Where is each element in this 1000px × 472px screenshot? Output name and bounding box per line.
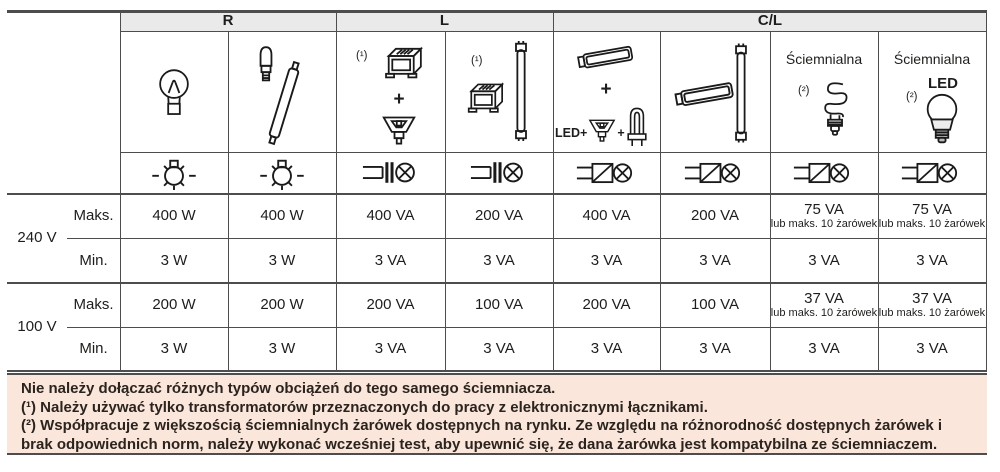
footnote-1-mark: (¹) [356,50,368,62]
plus-sign: + [617,126,625,140]
limit-label-min: Min. [79,340,108,357]
footnote-1-mark: (¹) [471,55,483,67]
value-cell: 3 VA [374,251,407,269]
value-cell: 200 VA [474,207,524,224]
electronic-load-symbol-icon [793,160,855,186]
load-cell-dimmable-cfl [770,31,878,152]
value-cell: 3 VA [808,251,840,269]
mr16-lamp-icon [380,113,418,149]
value-cell [878,282,986,327]
mr16-lamp-icon [587,115,617,147]
group-header-cl: C/L [757,12,783,29]
load-cell-incandescent [120,31,228,152]
led-label: LED [928,75,958,92]
value-main: 75 VA [912,200,952,218]
value-cell: 200 VA [582,296,631,313]
electronic-ballast-icon [674,77,736,111]
value-cell: 200 W [152,296,196,313]
value-cell: 3 VA [916,340,948,357]
symbol-cell [228,152,336,193]
footnote-1: (¹) Należy używać tylko transformatorów przeznaczonych do pracy z elektronicznymi łącznikami. [21,398,708,416]
value-cell: 3 VA [483,340,515,357]
symbol-cell [336,152,445,193]
value-cell: 3 W [160,251,188,269]
load-cell-ballast-led [553,31,660,152]
electronic-ballast-icon [573,41,639,73]
grid-line [7,370,987,372]
electronic-load-symbol-icon [576,160,638,186]
group-header-l: L [439,12,450,29]
value-subnote: lub maks. 10 żarówek [878,306,986,319]
value-cell: 400 VA [582,207,631,224]
grid-line [986,10,987,372]
value-main: 75 VA [804,200,844,218]
electronic-load-symbol-icon [684,160,746,186]
voltage-label-240: 240 V [17,229,57,246]
capsule-lamp-icon [625,105,649,147]
value-cell: 3 W [268,251,296,269]
value-subnote: lub maks. 10 żarówek [770,217,878,230]
footnote-2-mark: (²) [906,91,918,103]
value-cell: 3 VA [808,340,840,357]
symbol-cell [878,152,986,193]
load-cell-halogen [228,31,336,152]
value-subnote: lub maks. 10 żarówek [770,306,878,319]
value-cell: 400 W [260,207,304,224]
value-main: 37 VA [912,289,952,307]
incandescent-load-symbol-icon [150,156,198,190]
linear-halogen-icon [264,59,304,147]
dimmable-label: Ściemnialna [893,51,971,67]
symbol-cell [445,152,553,193]
plus-sign: + [580,126,588,140]
led-label: LED [555,126,580,140]
footnote-2-mark: (²) [798,85,810,97]
symbol-cell [770,152,878,193]
value-cell: 3 VA [590,251,623,269]
value-cell [770,193,878,238]
value-cell: 3 W [160,340,188,357]
value-cell: 400 VA [366,207,415,224]
value-cell: 3 VA [590,340,623,357]
value-cell: 100 VA [474,296,524,313]
value-cell: 3 W [268,340,296,357]
inductive-load-symbol-icon [470,159,528,186]
value-cell [878,193,986,238]
value-subnote: lub maks. 10 żarówek [878,217,986,230]
value-cell: 200 W [260,296,304,313]
value-cell: 200 VA [366,296,415,313]
value-cell: 400 W [152,207,196,224]
plus-sign: + [600,79,612,100]
limit-label-maks: Maks. [73,207,114,224]
led-lamp-group [555,103,658,147]
cfl-bulb-icon [820,76,850,144]
footnote-general: Nie należy dołączać różnych typów obciążeń do tego samego ściemniacza. [21,380,556,397]
incandescent-bulb-icon [157,67,191,119]
load-cell-dimmable-led [878,31,986,152]
value-cell: 3 VA [699,251,731,269]
value-cell: 100 VA [690,296,740,313]
incandescent-load-symbol-icon [258,156,306,190]
dimmable-label: Ściemnialna [785,51,863,67]
fluorescent-tube-icon [511,41,531,141]
load-cell-ballast-tube [660,31,770,152]
limit-label-min: Min. [79,251,108,269]
footnote-2: (²) Współpracuje z większością ściemnialnych żarówek dostępnych na rynku. Ze względu na różnorodność dostępnych żarówek i brak odpowiednich norm, należy wykonać wcześniej test, aby upewnić się, że dana żarówka jest kompatybilna ze ściemniaczem. [21,417,943,453]
transformer-icon [378,45,428,83]
limit-label-maks: Maks. [73,296,114,313]
value-main: 37 VA [804,289,844,307]
load-cell-transformer-halogen [336,31,445,152]
electronic-load-symbol-icon [901,160,963,186]
group-header-r: R [222,12,234,29]
value-cell: 3 VA [916,251,948,269]
load-cell-transformer-tube [445,31,553,152]
value-cell: 3 VA [699,340,731,357]
value-cell: 3 VA [483,251,515,269]
plus-sign: + [393,89,405,110]
symbol-cell [660,152,770,193]
value-cell [770,282,878,327]
footnotes-panel [7,373,987,455]
symbol-cell [553,152,660,193]
led-bulb-icon [922,93,962,145]
transformer-icon [461,81,509,117]
value-cell: 3 VA [374,340,407,357]
inductive-load-symbol-icon [362,159,420,186]
value-cell: 200 VA [690,207,740,224]
symbol-cell [120,152,228,193]
voltage-label-100: 100 V [17,318,57,335]
fluorescent-tube-icon [732,43,750,143]
